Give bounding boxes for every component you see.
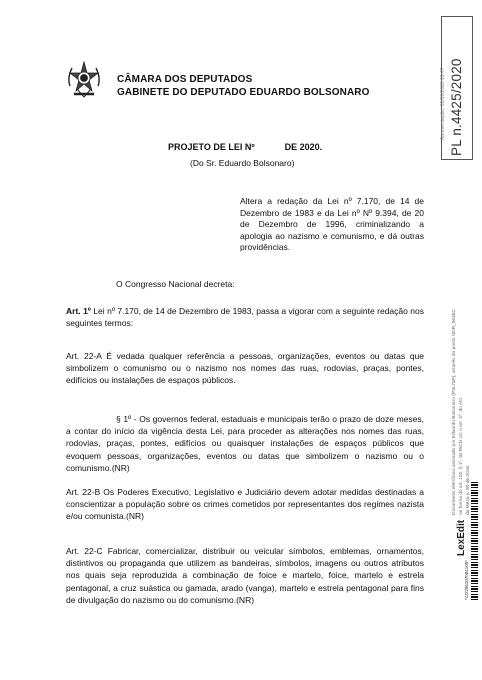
bill-ementa: Altera a redação da Lei nº 7.170, de 14 de Dezembro de 1983 e da Lei nº Nº 9.394, de 20 de Dezembro de 1996, criminalizando a apologia ao nazismo e comunismo, e dá outras providências. — [240, 196, 424, 252]
paragraph-1: § 1º - Os governos federal, estaduais e municipais terão o prazo de doze meses, a contar do início da vigência desta Lei, para proceder as alterações nos nomes das ruas, rodovias, praças, pontes, edifícios ou quaisquer instalações de espaços públicos que evoquem pessoas, organizações, eventos ou datas que simbolizem o nazismo ou o comunismo.(NR) — [66, 414, 424, 473]
signature-line-1: Documento eletrônico assinado por Eduardo Bolsonaro (PSL/SP), através do ponto SDR_56352, — [452, 308, 457, 515]
lexedit-logo: LexEdit — [456, 519, 467, 556]
brazil-coat-of-arms-logo — [64, 60, 104, 100]
barcode — [471, 482, 478, 600]
article-1 — [66, 305, 424, 329]
bill-title: PROJETO DE LEI Nº DE 2020. — [168, 142, 323, 152]
chamber-name: CÂMARA DOS DEPUTADOS — [117, 74, 253, 85]
presentation-timestamp: Apresentação: 01/09/2020 19:47 — [440, 67, 446, 140]
article-1-label: Art. 1º — [66, 306, 91, 316]
office-name: GABINETE DO DEPUTADO EDUARDO BOLSONARO — [117, 87, 370, 98]
barcode-number: *CD206107084100* — [464, 559, 469, 600]
bill-author: (Do Sr. Eduardo Bolsonaro) — [190, 158, 295, 168]
article-1-text: Lei nº 7.170, de 14 de Dezembro de 1983, passa a vigorar com a seguinte redação nos seguintes termos: — [66, 306, 424, 329]
signature-line-3: da Mesa n. 80 de 2016. — [466, 464, 471, 515]
enacting-clause: O Congresso Nacional decreta: — [116, 279, 235, 289]
signature-line-2: na forma do art. 102, § 1º, do RICD c/c o art. 2º, do Ato — [459, 397, 464, 515]
bill-number-stamp: PL n.4425/2020 — [449, 58, 464, 156]
article-22c: Art. 22-C Fabricar, comercializar, distribuir ou veicular símbolos, emblemas, ornamentos, distintivos ou propaganda que utilizem as bandeiras, símbolos, imagens ou outros atributos nos quais seja reproduzida a combinação de foice e martelo, foice, martelo e estrela pentagonal, a cruz suástica ou gamada, arado (vanga), martelo e estrela pentagonal para fins de divulgação do nazismo ou do comunismo.(NR) — [66, 546, 424, 605]
article-22a: Art. 22-A É vedada qualquer referência a pessoas, organizações, eventos ou datas que simbolizem o comunismo ou o nazismo nos nomes das ruas, rodovias, praças, pontes, edifícios ou instalações de espaços públicos. — [66, 351, 424, 386]
article-22b: Art. 22-B Os Poderes Executivo, Legislativo e Judiciário devem adotar medidas destinadas a conscientizar a população sobre os crimes cometidos por representantes dos regimes nazista e/ou comunista.(NR) — [66, 487, 424, 522]
